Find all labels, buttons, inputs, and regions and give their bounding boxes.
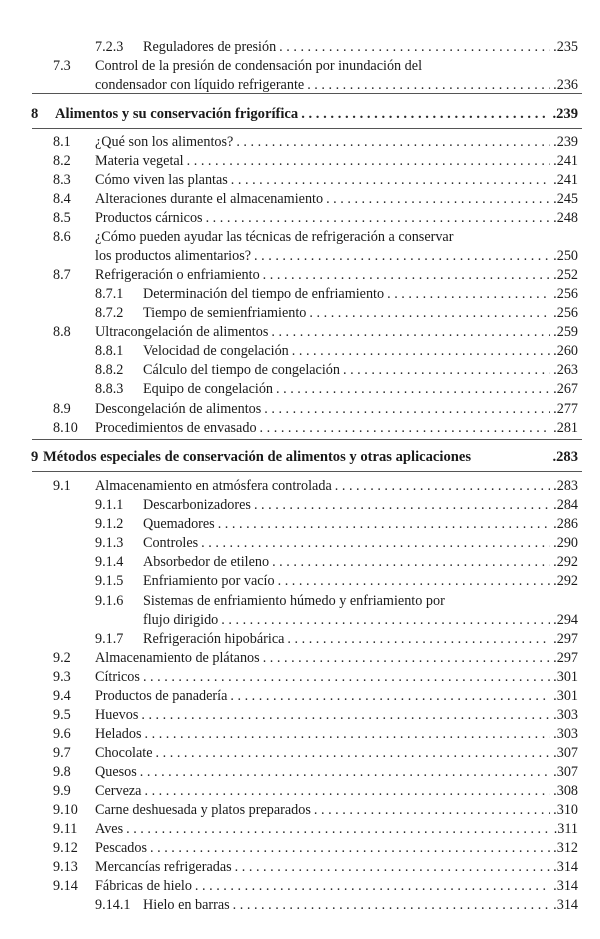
toc-entry-page: .303 — [553, 726, 578, 742]
dot-leader — [221, 613, 550, 627]
toc-entry-title: Equipo de congelación — [143, 381, 274, 397]
dot-leader — [254, 498, 550, 512]
dot-leader — [141, 708, 550, 722]
toc-entry-number: 8.10 — [53, 420, 78, 436]
toc-entry-page: .281 — [553, 420, 578, 436]
dot-leader — [314, 803, 550, 817]
toc-entry-title: Aves — [95, 821, 124, 837]
toc-entry-number: 9.2 — [53, 650, 71, 666]
toc-entry-title: Controles — [143, 535, 199, 551]
toc-entry-page: .301 — [553, 669, 578, 685]
toc-entry-number: 9 — [31, 449, 39, 465]
dot-leader — [326, 192, 550, 206]
toc-entry-title: Quemadores — [143, 516, 215, 532]
toc-entry-number: 8.9 — [53, 401, 71, 417]
toc-entry-title: Cítricos — [95, 669, 140, 685]
toc-entry-number: 9.9 — [53, 783, 71, 799]
toc-entry-page: .294 — [553, 612, 578, 628]
toc-entry — [143, 632, 578, 646]
toc-entry — [143, 898, 578, 912]
dot-leader — [195, 879, 550, 893]
toc-entry-title: Descongelación de alimentos — [95, 401, 262, 417]
toc-entry-title: Huevos — [95, 707, 139, 723]
toc-entry-page: .239 — [553, 134, 578, 150]
toc-entry — [95, 689, 578, 703]
toc-entry-page: .292 — [553, 554, 578, 570]
toc-entry-number: 8.7.1 — [95, 286, 124, 302]
toc-entry-number: 9.4 — [53, 688, 71, 704]
toc-entry-page: .241 — [553, 172, 578, 188]
toc-entry-page: .248 — [553, 210, 578, 226]
toc-entry-number: 7.2.3 — [95, 39, 124, 55]
toc-entry — [143, 363, 578, 377]
toc-entry-title: Almacenamiento de plátanos — [95, 650, 260, 666]
toc-entry-title: Ultracongelación de alimentos — [95, 324, 269, 340]
toc-entry-number: 8.8.2 — [95, 362, 124, 378]
toc-entry-title: Métodos especiales de conservación de alimentos y otras aplicaciones — [43, 449, 472, 465]
dot-leader — [143, 670, 550, 684]
toc-entry-title: ¿Qué son los alimentos? — [95, 134, 234, 150]
toc-entry — [95, 421, 578, 435]
toc-entry-title: Sistemas de enfriamiento húmedo y enfriamiento por — [143, 593, 445, 609]
toc-entry — [55, 107, 578, 122]
dot-leader — [150, 841, 550, 855]
toc-entry — [95, 154, 578, 168]
toc-entry-number: 9.1.4 — [95, 554, 124, 570]
dot-leader — [236, 135, 550, 149]
dot-leader — [206, 211, 551, 225]
toc-entry-page: .314 — [553, 878, 578, 894]
dot-leader — [156, 746, 551, 760]
dot-leader — [263, 651, 550, 665]
toc-entry — [95, 325, 578, 339]
toc-entry-page: .236 — [553, 77, 578, 93]
toc-entry-page: .283 — [552, 449, 578, 465]
toc-entry — [95, 822, 578, 836]
toc-entry — [95, 192, 578, 206]
dot-leader — [272, 555, 550, 569]
toc-entry-page: .290 — [553, 535, 578, 551]
toc-entry-number: 9.1 — [53, 478, 71, 494]
toc-entry-page: .256 — [553, 286, 578, 302]
dot-leader — [233, 898, 551, 912]
dot-leader — [292, 344, 550, 358]
toc-entry-title: Cerveza — [95, 783, 142, 799]
toc-entry-number: 9.14.1 — [95, 897, 131, 913]
toc-entry — [143, 517, 578, 531]
toc-entry-title: Refrigeración hipobárica — [143, 631, 285, 647]
toc-entry-title: Tiempo de semienfriamiento — [143, 305, 307, 321]
toc-entry-title: Chocolate — [95, 745, 153, 761]
toc-entry-number: 9.6 — [53, 726, 71, 742]
toc-entry-page: .297 — [553, 650, 578, 666]
toc-entry-number: 9.10 — [53, 802, 78, 818]
toc-entry — [95, 803, 578, 817]
toc-entry-page: .310 — [553, 802, 578, 818]
dot-leader — [230, 689, 550, 703]
toc-entry — [95, 727, 578, 741]
chapter-divider — [32, 439, 582, 440]
toc-entry — [95, 784, 578, 798]
toc-entry-title: los productos alimentarios? — [95, 248, 252, 264]
dot-leader — [260, 421, 551, 435]
toc-entry — [95, 479, 578, 493]
toc-entry — [95, 860, 578, 874]
toc-entry-number: 9.5 — [53, 707, 71, 723]
toc-entry-title: Procedimientos de envasado — [95, 420, 257, 436]
toc-entry — [95, 670, 578, 684]
toc-entry — [95, 708, 578, 722]
dot-leader — [309, 306, 550, 320]
toc-entry-title: flujo dirigido — [143, 612, 219, 628]
toc-entry-number: 9.1.1 — [95, 497, 124, 513]
dot-leader — [279, 40, 550, 54]
toc-entry — [143, 555, 578, 569]
toc-entry-page: .314 — [553, 897, 578, 913]
toc-entry-number: 8.7.2 — [95, 305, 124, 321]
toc-entry-number: 9.14 — [53, 878, 78, 894]
toc-entry-number: 8 — [31, 106, 39, 122]
toc-entry-number: 9.7 — [53, 745, 71, 761]
toc-entry-title: condensador con líquido refrigerante — [95, 77, 305, 93]
toc-entry-title: Pescados — [95, 840, 148, 856]
chapter-divider — [32, 93, 582, 94]
toc-entry-page: .245 — [553, 191, 578, 207]
toc-entry-page: .277 — [553, 401, 578, 417]
toc-entry-title: Almacenamiento en atmósfera controlada — [95, 478, 332, 494]
dot-leader — [187, 154, 551, 168]
toc-entry-title: Enfriamiento por vacío — [143, 573, 275, 589]
dot-leader — [307, 78, 550, 92]
toc-entry-page: .263 — [553, 362, 578, 378]
toc-entry — [143, 613, 578, 627]
dot-leader — [254, 249, 550, 263]
toc-entry — [143, 287, 578, 301]
toc-entry-page: .297 — [553, 631, 578, 647]
toc-entry — [95, 135, 578, 149]
toc-entry-page: .260 — [553, 343, 578, 359]
toc-entry-number: 9.1.3 — [95, 535, 124, 551]
toc-entry-page: .241 — [553, 153, 578, 169]
toc-entry-page: .314 — [553, 859, 578, 875]
toc-entry-page: .308 — [553, 783, 578, 799]
toc-entry-page: .311 — [553, 821, 578, 837]
toc-entry — [95, 211, 578, 225]
toc-entry — [95, 765, 578, 779]
toc-entry — [95, 402, 578, 416]
toc-entry-number: 9.3 — [53, 669, 71, 685]
dot-leader — [218, 517, 550, 531]
toc-entry-page: .283 — [553, 478, 578, 494]
dot-leader — [335, 479, 550, 493]
dot-leader — [263, 268, 551, 282]
dot-leader — [387, 287, 550, 301]
toc-entry-page: .303 — [553, 707, 578, 723]
toc-entry-page: .312 — [553, 840, 578, 856]
toc-entry-page: .259 — [553, 324, 578, 340]
toc-entry — [95, 841, 578, 855]
toc-entry — [143, 344, 578, 358]
toc-entry-number: 9.11 — [53, 821, 78, 837]
toc-entry-number: 9.13 — [53, 859, 78, 875]
toc-entry-number: 8.8 — [53, 324, 71, 340]
toc-entry-title: Materia vegetal — [95, 153, 184, 169]
dot-leader — [145, 727, 551, 741]
toc-entry-number: 8.2 — [53, 153, 71, 169]
toc-entry-number: 8.4 — [53, 191, 71, 207]
dot-leader — [301, 107, 549, 122]
toc-entry-page: .301 — [553, 688, 578, 704]
toc-entry-title: Quesos — [95, 764, 137, 780]
toc-entry — [95, 173, 578, 187]
toc-entry — [95, 268, 578, 282]
toc-entry-title: Carne deshuesada y platos preparados — [95, 802, 311, 818]
toc-entry-title: Determinación del tiempo de enfriamiento — [143, 286, 385, 302]
toc-entry — [143, 382, 578, 396]
toc-entry-number: 8.3 — [53, 172, 71, 188]
toc-entry-title: Control de la presión de condensación por inundación del — [95, 58, 423, 74]
toc-entry-title: Reguladores de presión — [143, 39, 277, 55]
toc-entry-number: 8.8.3 — [95, 381, 124, 397]
toc-entry-page: .239 — [552, 106, 578, 122]
toc-entry-number: 9.1.6 — [95, 593, 124, 609]
toc-entry — [95, 879, 578, 893]
toc-entry-number: 7.3 — [53, 58, 71, 74]
toc-entry-number: 9.12 — [53, 840, 78, 856]
toc-entry-number: 9.1.5 — [95, 573, 124, 589]
dot-leader — [126, 822, 551, 836]
toc-entry-number: 8.7 — [53, 267, 71, 283]
toc-entry-page: .250 — [553, 248, 578, 264]
toc-entry-number: 9.1.2 — [95, 516, 124, 532]
toc-entry-number: 8.6 — [53, 229, 71, 245]
toc-entry-title: ¿Cómo pueden ayudar las técnicas de refrigeración a conservar — [95, 229, 454, 245]
toc-entry — [143, 40, 578, 54]
dot-leader — [140, 765, 550, 779]
toc-entry — [43, 450, 578, 465]
toc-entry — [95, 78, 578, 92]
toc-entry-title: Alimentos y su conservación frigorífica — [55, 106, 299, 122]
toc-entry-number: 9.8 — [53, 764, 71, 780]
chapter-divider — [32, 471, 582, 472]
toc-entry-page: .307 — [553, 745, 578, 761]
toc-entry-number: 8.1 — [53, 134, 71, 150]
chapter-divider — [32, 128, 582, 129]
toc-entry-page: .284 — [553, 497, 578, 513]
toc-entry-page: .267 — [553, 381, 578, 397]
dot-leader — [271, 325, 550, 339]
toc-entry-page: .256 — [553, 305, 578, 321]
dot-leader — [235, 860, 551, 874]
toc-entry-title: Mercancías refrigeradas — [95, 859, 232, 875]
toc-entry-title: Cálculo del tiempo de congelación — [143, 362, 340, 378]
toc-entry-page: .235 — [553, 39, 578, 55]
toc-entry-title: Velocidad de congelación — [143, 343, 289, 359]
toc-entry — [143, 574, 578, 588]
toc-entry-title: Productos cárnicos — [95, 210, 203, 226]
dot-leader — [278, 574, 551, 588]
toc-entry-title: Absorbedor de etileno — [143, 554, 270, 570]
toc-entry-number: 8.5 — [53, 210, 71, 226]
toc-entry-page: .286 — [553, 516, 578, 532]
toc-entry — [143, 536, 578, 550]
dot-leader — [231, 173, 550, 187]
toc-entry-title: Fábricas de hielo — [95, 878, 192, 894]
dot-leader — [144, 784, 550, 798]
toc-entry-title: Descarbonizadores — [143, 497, 251, 513]
toc-entry-title: Productos de panadería — [95, 688, 228, 704]
dot-leader — [276, 382, 550, 396]
toc-entry-title: Alteraciones durante el almacenamiento — [95, 191, 324, 207]
toc-entry-page: .292 — [553, 573, 578, 589]
toc-entry-title: Helados — [95, 726, 142, 742]
toc-entry-title: Hielo en barras — [143, 897, 230, 913]
toc-entry — [143, 498, 578, 512]
toc-entry-title: Cómo viven las plantas — [95, 172, 228, 188]
toc-entry-number: 8.8.1 — [95, 343, 124, 359]
dot-leader — [201, 536, 550, 550]
toc-entry-number: 9.1.7 — [95, 631, 124, 647]
toc-entry — [95, 651, 578, 665]
dot-leader — [264, 402, 550, 416]
dot-leader — [287, 632, 550, 646]
toc-entry — [95, 746, 578, 760]
toc-entry — [143, 306, 578, 320]
toc-entry-page: .307 — [553, 764, 578, 780]
dot-leader — [343, 363, 550, 377]
toc-entry — [95, 249, 578, 263]
toc-entry-title: Refrigeración o enfriamiento — [95, 267, 260, 283]
toc-entry-page: .252 — [553, 267, 578, 283]
